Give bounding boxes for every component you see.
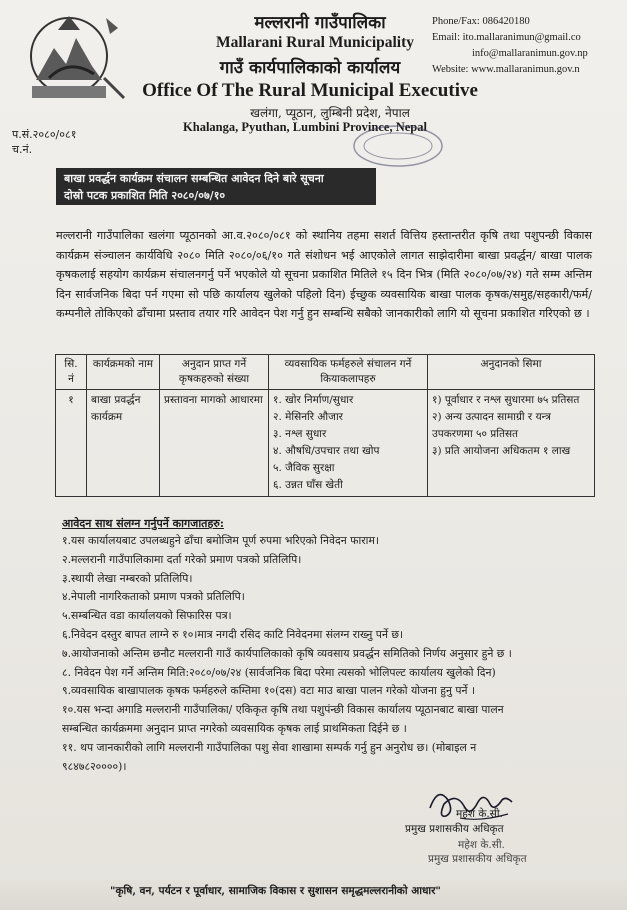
signatory-stamp (428, 838, 527, 866)
list-item: ५.सम्बन्धित वडा कार्यालयको सिफारिस पत्र। (62, 609, 232, 623)
header-grant-limit: अनुदानको सिमा (428, 355, 595, 390)
np-address: खलंगा, प्यूठान, लुम्बिनी प्रदेश, नेपाल (250, 106, 410, 120)
list-item: ९८४७८२००००)। (62, 759, 127, 773)
grant-table (55, 354, 595, 497)
list-item: ७.आयोजनाको अन्तिम छनौट मल्लरानी गाउँ कार्यपालिकाको कृषि व्यवसाय प्रवर्द्धन समितिको निर्णय अनुसार हुने छ । (62, 646, 512, 660)
list-item: ८. निवेदन पेश गर्ने अन्तिम मिति:२०८०/०७/२४ (सार्वजनिक बिदा परेमा त्यसको भोलिपल्ट कार्यालय खुलेको दिन) (62, 665, 496, 679)
list-item: ३.स्थायी लेखा नम्बरको प्रतिलिपि। (62, 571, 193, 585)
list-item: १०.यस भन्दा अगाडि मल्लरानी गाउँपालिका/ एकिकृत कृषि तथा पशुपंन्छी विकास कार्यालय प्यूठानबाट बाखा पालन (62, 703, 504, 717)
table-row (56, 390, 595, 497)
reference-number: प.सं.२०८०/०८१ (12, 128, 77, 141)
cell-activities (269, 390, 428, 497)
en-address: Khalanga, Pyuthan, Lumbini Province, Nepal (183, 120, 427, 134)
activity-item: ६. उन्नत घाँस खेती (273, 479, 343, 491)
footer-slogan: "कृषि, वन, पर्यटन र पूर्वाधार, सामाजिक विकास र सुशासन समृद्धमल्लरानीको आधार" (110, 885, 441, 897)
reference-block (12, 127, 76, 157)
notice-banner (56, 168, 376, 205)
documents-list (62, 532, 610, 776)
activity-item: ३. नश्ल सुधार (273, 428, 327, 440)
cell-sn: १ (56, 390, 87, 497)
cell-grant-limit (428, 390, 595, 497)
en-municipality-title: Mallarani Rural Municipality (215, 34, 415, 51)
dispatch-number: च.नं. (12, 143, 33, 156)
limit-item: १) पूर्वाधार र नश्ल सुधारमा ७५ प्रतिसत (432, 394, 580, 406)
list-item: १.यस कार्यालयबाट उपलब्धहुने ढाँचा बमोजिम पूर्ण रुपमा भरिएको निवेदन फाराम। (62, 534, 380, 547)
notice-title: बाखा प्रवर्द्धन कार्यक्रम संचालन सम्बन्धित आवेदन दिने बारे सूचना (64, 172, 324, 185)
office-stamp (350, 122, 446, 170)
documents-heading: आवेदन साथ संलग्न गर्नुपर्ने कागजातहरु: (62, 517, 224, 530)
header-program: कार्यक्रमको नाम (87, 355, 160, 390)
header-farmers: अनुदान प्राप्त गर्ने कृषकहरुको संख्या (160, 355, 269, 390)
cell-program: बाखा प्रवर्द्धन कार्यक्रम (87, 390, 160, 497)
email-secondary: info@mallaranimun.gov.np (472, 48, 588, 59)
notice-published-date: दोस्रो पटक प्रकाशित मिति २०८०/०७/१० (64, 189, 226, 202)
np-office-title: गाउँ कार्यपालिकाको कार्यालय (219, 58, 401, 78)
stamp-name: महेश के.सी. (458, 839, 505, 851)
cell-farmers: प्रस्तावना मागको आधारमा (160, 390, 269, 497)
contact-block (432, 14, 624, 78)
phone-fax: Phone/Fax: 086420180 (432, 16, 530, 27)
list-item: ४.नेपाली नागरिकताको प्रमाण पत्रको प्रतिलिपि। (62, 590, 245, 604)
signatory-title: प्रमुख प्रशासकीय अधिकृत (405, 823, 504, 835)
list-item: २.मल्लरानी गाउँपालिकामा दर्ता गरेको प्रमाण पत्रको प्रतिलिपि। (62, 552, 302, 566)
limit-item: २) अन्य उत्पादन सामाग्री र यन्त्र उपकरणमा ५० प्रतिसत (432, 411, 551, 440)
np-municipality-title: मल्लरानी गाउँपालिका (254, 13, 386, 33)
en-office-title: Office Of The Rural Municipal Executive (142, 80, 478, 101)
header-activities: व्यवसायिक फर्महरुले संचालन गर्ने कियाकलापहरु (269, 355, 428, 390)
website: Website: www.mallaranimun.gov.n (432, 64, 580, 75)
signatory-name: महेश के.सी. (456, 808, 503, 820)
activity-item: ४. औषधि/उपचार तथा खोप (273, 445, 380, 457)
activity-item: १. खोर निर्माण/सुधार (273, 394, 354, 406)
email-primary: Email: ito.mallaranimun@gmail.co (432, 32, 581, 43)
body-paragraph: मल्लरानी गाउँपालिका खलंगा प्यूठानको आ.व.२०८०/०८१ को स्थानिय तहमा सशर्त वित्तिय हस्तान्तरीत कृषि तथा पशुपन्छी विकास कार्यक्रम संञ्चालन कार्यविधि २०८० मिति २०८०/०६/१० गते संशोधन भई आएकोले लागत साझेदारीमा बाखा प्रवर्द्धन/ बाखा पालक कृषकलाई सहयोग कार्यक्रम संचालनगर्नु पर्ने भएकोले यो सूचना प्रकाशित मितिले १५ दिन भित्र (मिति २०८०/०७/२४) गते सम्म अन्तिम दिन सार्वजनिक बिदा पर्न गएमा सो पछि कार्यालय खुलेको पहिलो दिन) ईच्छुक व्यवसायिक बाखा पालक कृषक/समुह/सहकारी/फर्म/कम्पनीले तोकिएको ढाँचामा प्रस्ताव तयार गरि आवेदन पेश गर्नु हुन सम्बन्धि सबैको जानकारीको लागि यो सूचना प्रकाशित गरिएको छ । (56, 229, 592, 320)
list-item: ६.निवेदन दस्तुर बापत लाग्ने रु १०।मात्र नगदी रसिद काटि निवेदनमा संलग्न राख्नु पर्ने छ। (62, 627, 404, 641)
activity-item: ५. जैविक सुरक्षा (273, 462, 335, 474)
list-item: ९.व्यवसायिक बाखापालक कृषक फर्महरुले कम्तिमा १०(दस) वटा माउ बाखा पालन गरेको योजना हुनु पर्ने । (62, 684, 476, 698)
limit-item: ३) प्रति आयोजना अधिकतम १ लाख (432, 445, 571, 457)
header-sn: सि. नं (56, 355, 87, 390)
activity-item: २. मेसिनरि औजार (273, 411, 343, 423)
list-item: ११. थप जानकारीको लागि मल्लरानी गाउँपालिका पशु सेवा शाखामा सम्पर्क गर्नु हुन अनुरोध छ। (मोबाइल न (62, 740, 477, 754)
list-item: सम्बन्धित कार्यक्रममा अनुदान प्राप्त नगरेको व्यवसायिक कृषक लाई प्राथमिकता दिईने छ । (62, 721, 407, 735)
stamp-title: प्रमुख प्रशासकीय अधिकृत (428, 853, 527, 865)
table-header-row (56, 355, 595, 390)
